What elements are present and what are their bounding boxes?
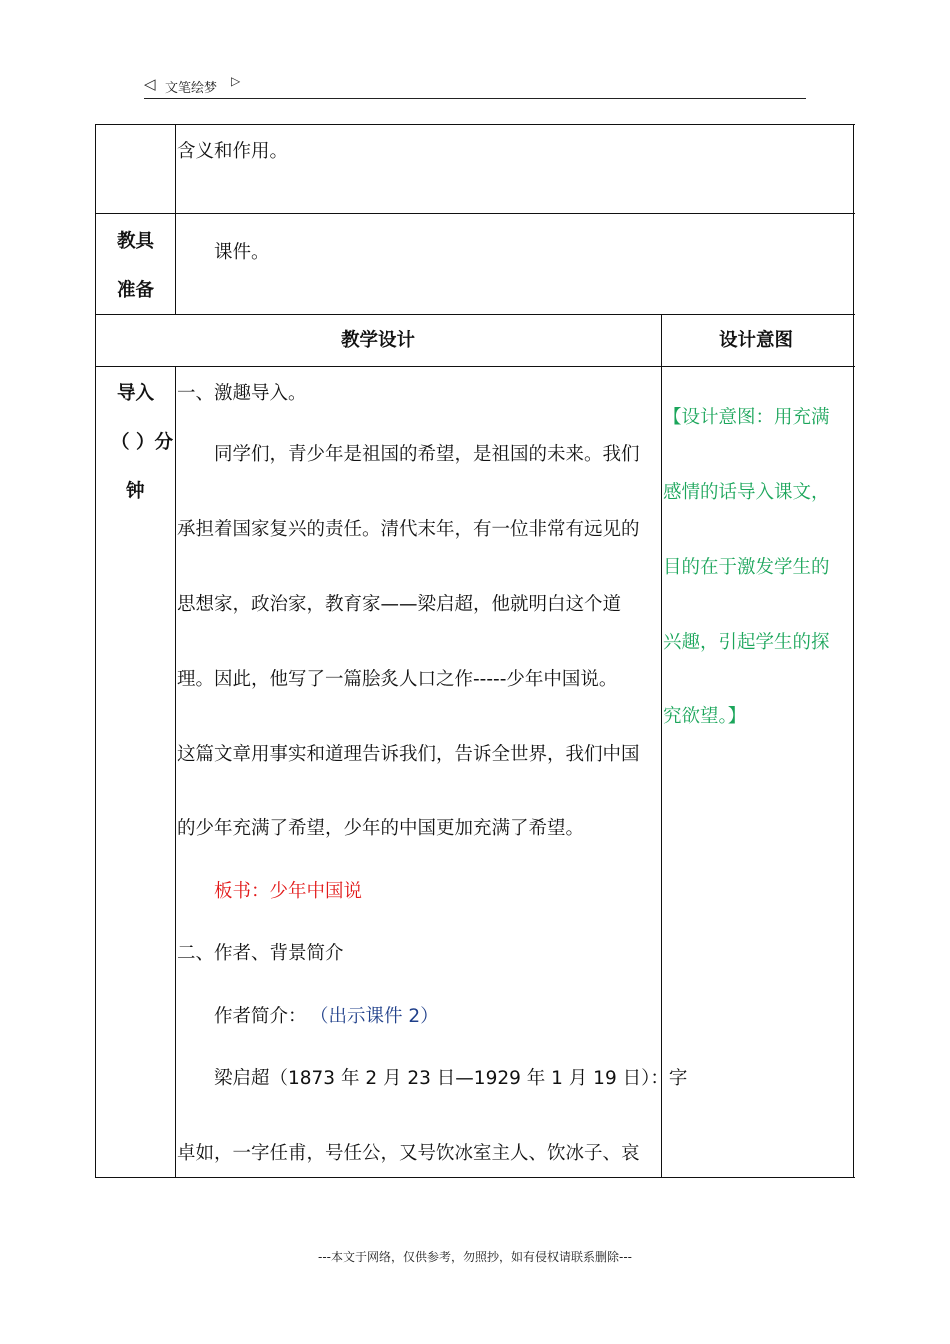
table-row-divider xyxy=(95,366,855,367)
header-design: 教学设计 xyxy=(341,330,416,351)
row1-content: 含义和作用。 xyxy=(177,141,289,162)
body-line: 一、激趣导入。 xyxy=(177,383,307,404)
body-line: 同学们，青少年是祖国的希望，是祖国的未来。我们 xyxy=(214,444,640,465)
row2-content: 课件。 xyxy=(214,242,270,263)
body-line: 理。因此，他写了一篇脍炙人口之作-----少年中国说。 xyxy=(177,669,618,690)
table-row-divider xyxy=(95,213,855,214)
triangle-right-icon: ▷ xyxy=(231,74,241,88)
table-border-top xyxy=(95,124,855,125)
body-line: 承担着国家复兴的责任。清代末年，有一位非常有远见的 xyxy=(177,519,640,540)
table-col-divider xyxy=(661,314,662,1178)
courseware-note: （出示课件 2） xyxy=(310,1006,439,1027)
section-label-line2: （ ）分 xyxy=(111,432,173,453)
body-line: 作者简介： xyxy=(214,1006,307,1027)
table-col-divider xyxy=(175,366,176,1178)
section-label-line3: 钟 xyxy=(126,481,145,502)
body-line: 这篇文章用事实和道理告诉我们，告诉全世界，我们中国 xyxy=(177,744,640,765)
table-col-divider xyxy=(175,124,176,314)
body-line: 卓如，一字任甫，号任公，又号饮冰室主人、饮冰子、哀 xyxy=(177,1143,640,1164)
row2-label-line1: 教具 xyxy=(117,231,155,252)
header-title: 文笔绘梦 xyxy=(165,81,218,96)
body-line: 的少年充满了希望，少年的中国更加充满了希望。 xyxy=(177,818,585,839)
header-intent: 设计意图 xyxy=(719,330,794,351)
section-label-line1: 导入 xyxy=(117,383,155,404)
triangle-left-icon: ◁ xyxy=(144,75,156,93)
body-line: 二、作者、背景简介 xyxy=(177,943,344,964)
intent-line: 感情的话导入课文， xyxy=(663,482,830,503)
intent-line: 【设计意图：用充满 xyxy=(663,407,830,428)
body-line: 梁启超（1873 年 2 月 23 日—1929 年 1 月 19 日）：字 xyxy=(214,1068,688,1089)
table-border-bottom xyxy=(95,1177,855,1178)
intent-line: 兴趣，引起学生的探 xyxy=(663,632,830,653)
intent-line: 究欲望。】 xyxy=(663,706,747,727)
table-border-left xyxy=(95,124,96,1178)
intent-line: 目的在于激发学生的 xyxy=(663,557,830,578)
body-line: 思想家，政治家，教育家——梁启超，他就明白这个道 xyxy=(177,594,622,615)
table-row-divider xyxy=(95,314,855,315)
page-footer: ---本文于网络，仅供参考，勿照抄，如有侵权请联系删除--- xyxy=(318,1250,632,1264)
row2-label-line2: 准备 xyxy=(117,280,155,301)
blackboard-title: 板书：少年中国说 xyxy=(214,881,363,902)
page-header xyxy=(144,74,806,99)
table-border-right xyxy=(853,124,854,1178)
